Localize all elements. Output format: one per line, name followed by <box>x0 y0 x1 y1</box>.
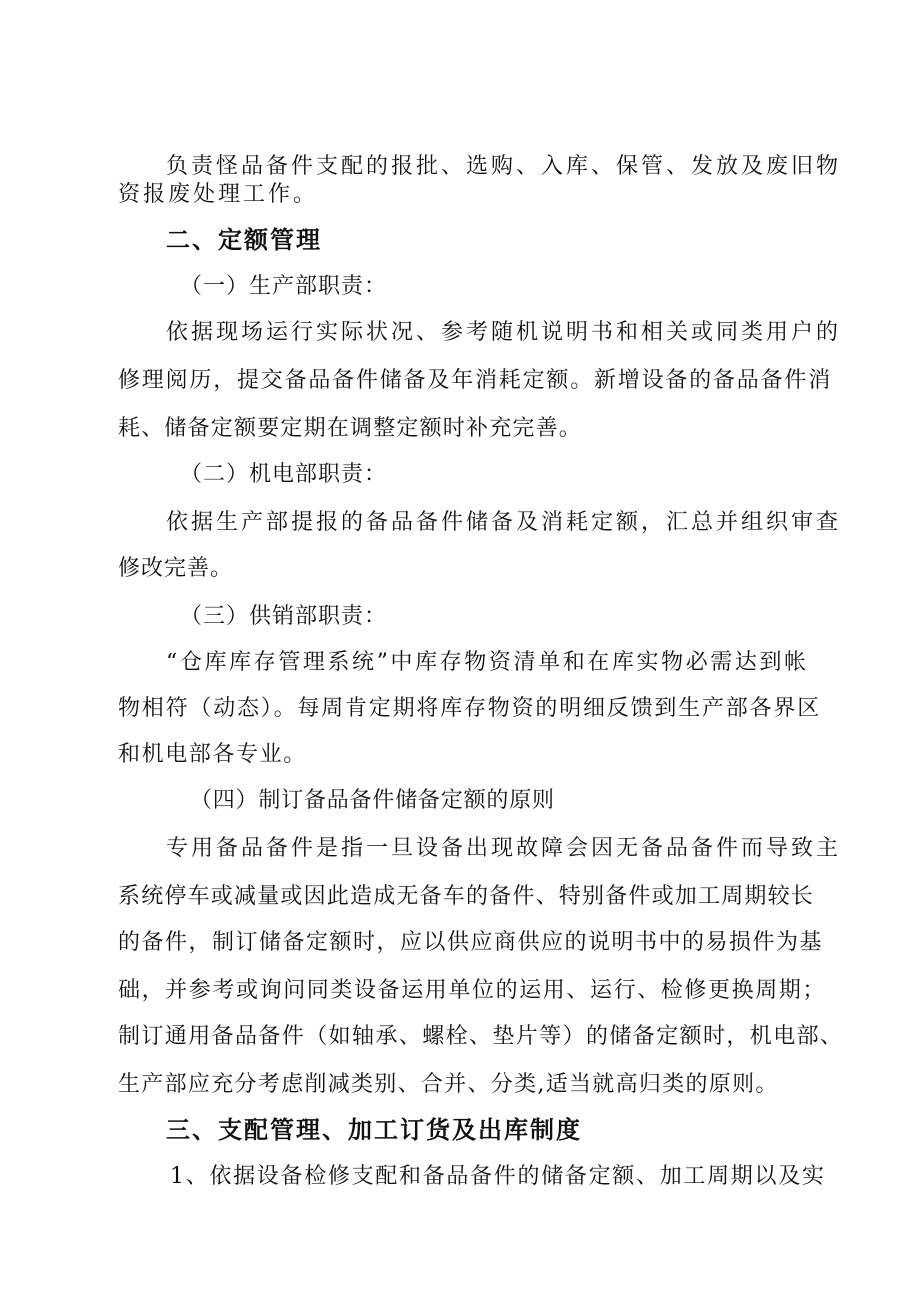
sub4-para-line2: 系统停车或减量或因此造成无备车的备件、特别备件或加工周期较长 <box>118 884 815 909</box>
sub4-para-line6: 生产部应充分考虑削减类别、合并、分类,适当就高归类的原则。 <box>118 1072 779 1097</box>
sub1-para-line2: 修理阅历，提交备品备件储备及年消耗定额。新增设备的备品备件消 <box>118 368 833 393</box>
sub1-para-line3: 耗、储备定额要定期在调整定额时补充完善。 <box>118 416 583 441</box>
section2-heading: 二、定额管理 <box>166 226 322 254</box>
sub1-heading: （一）生产部职责： <box>180 274 388 299</box>
section3-heading: 三、支配管理、加工订货及出库制度 <box>166 1116 582 1144</box>
sub1-para-line1: 依据现场运行实际状况、参考随机说明书和相关或同类用户的 <box>166 320 842 345</box>
sub3-heading: （三）供销部职责： <box>180 604 388 629</box>
sub2-para-line1: 依据生产部提报的备品备件储备及消耗定额，汇总并组织审查 <box>166 510 842 535</box>
paragraph1-line1: 负责怪品备件支配的报批、选购、入库、保管、发放及废旧物 <box>166 154 842 179</box>
sub3-para-line3: 和机电部各专业。 <box>118 742 307 767</box>
sub4-para-line1: 专用备品备件是指一旦设备出现故障会因无备品备件而导致主 <box>166 836 842 861</box>
paragraph1-line2: 资报废处理工作。 <box>118 182 319 207</box>
sub4-heading: （四）制订备品备件储备定额的原则 <box>190 788 555 813</box>
sub2-heading: （二）机电部职责： <box>180 462 388 487</box>
sub2-para-line2: 修改完善。 <box>118 556 234 581</box>
sub3-para-line2: 物相符（动态）。每周肯定期将库存物资的明细反馈到生产部各界区 <box>118 696 822 721</box>
sub4-para-line5: 制订通用备品备件（如轴承、螺栓、垫片等）的储备定额时，机电部、 <box>118 1024 844 1049</box>
sub4-para-line4: 础，并参考或询问同类设备运用单位的运用、运行、检修更换周期； <box>118 978 827 1003</box>
sub4-para-line3: 的备件，制订储备定额时，应以供应商供应的说明书中的易损件为基 <box>118 930 824 955</box>
sub3-para-line1: “仓库库存管理系统”中库存物资清单和在库实物必需达到帐 <box>166 650 809 675</box>
section3-para-line1: 1、依据设备检修支配和备品备件的储备定额、加工周期以及实 <box>170 1164 826 1189</box>
